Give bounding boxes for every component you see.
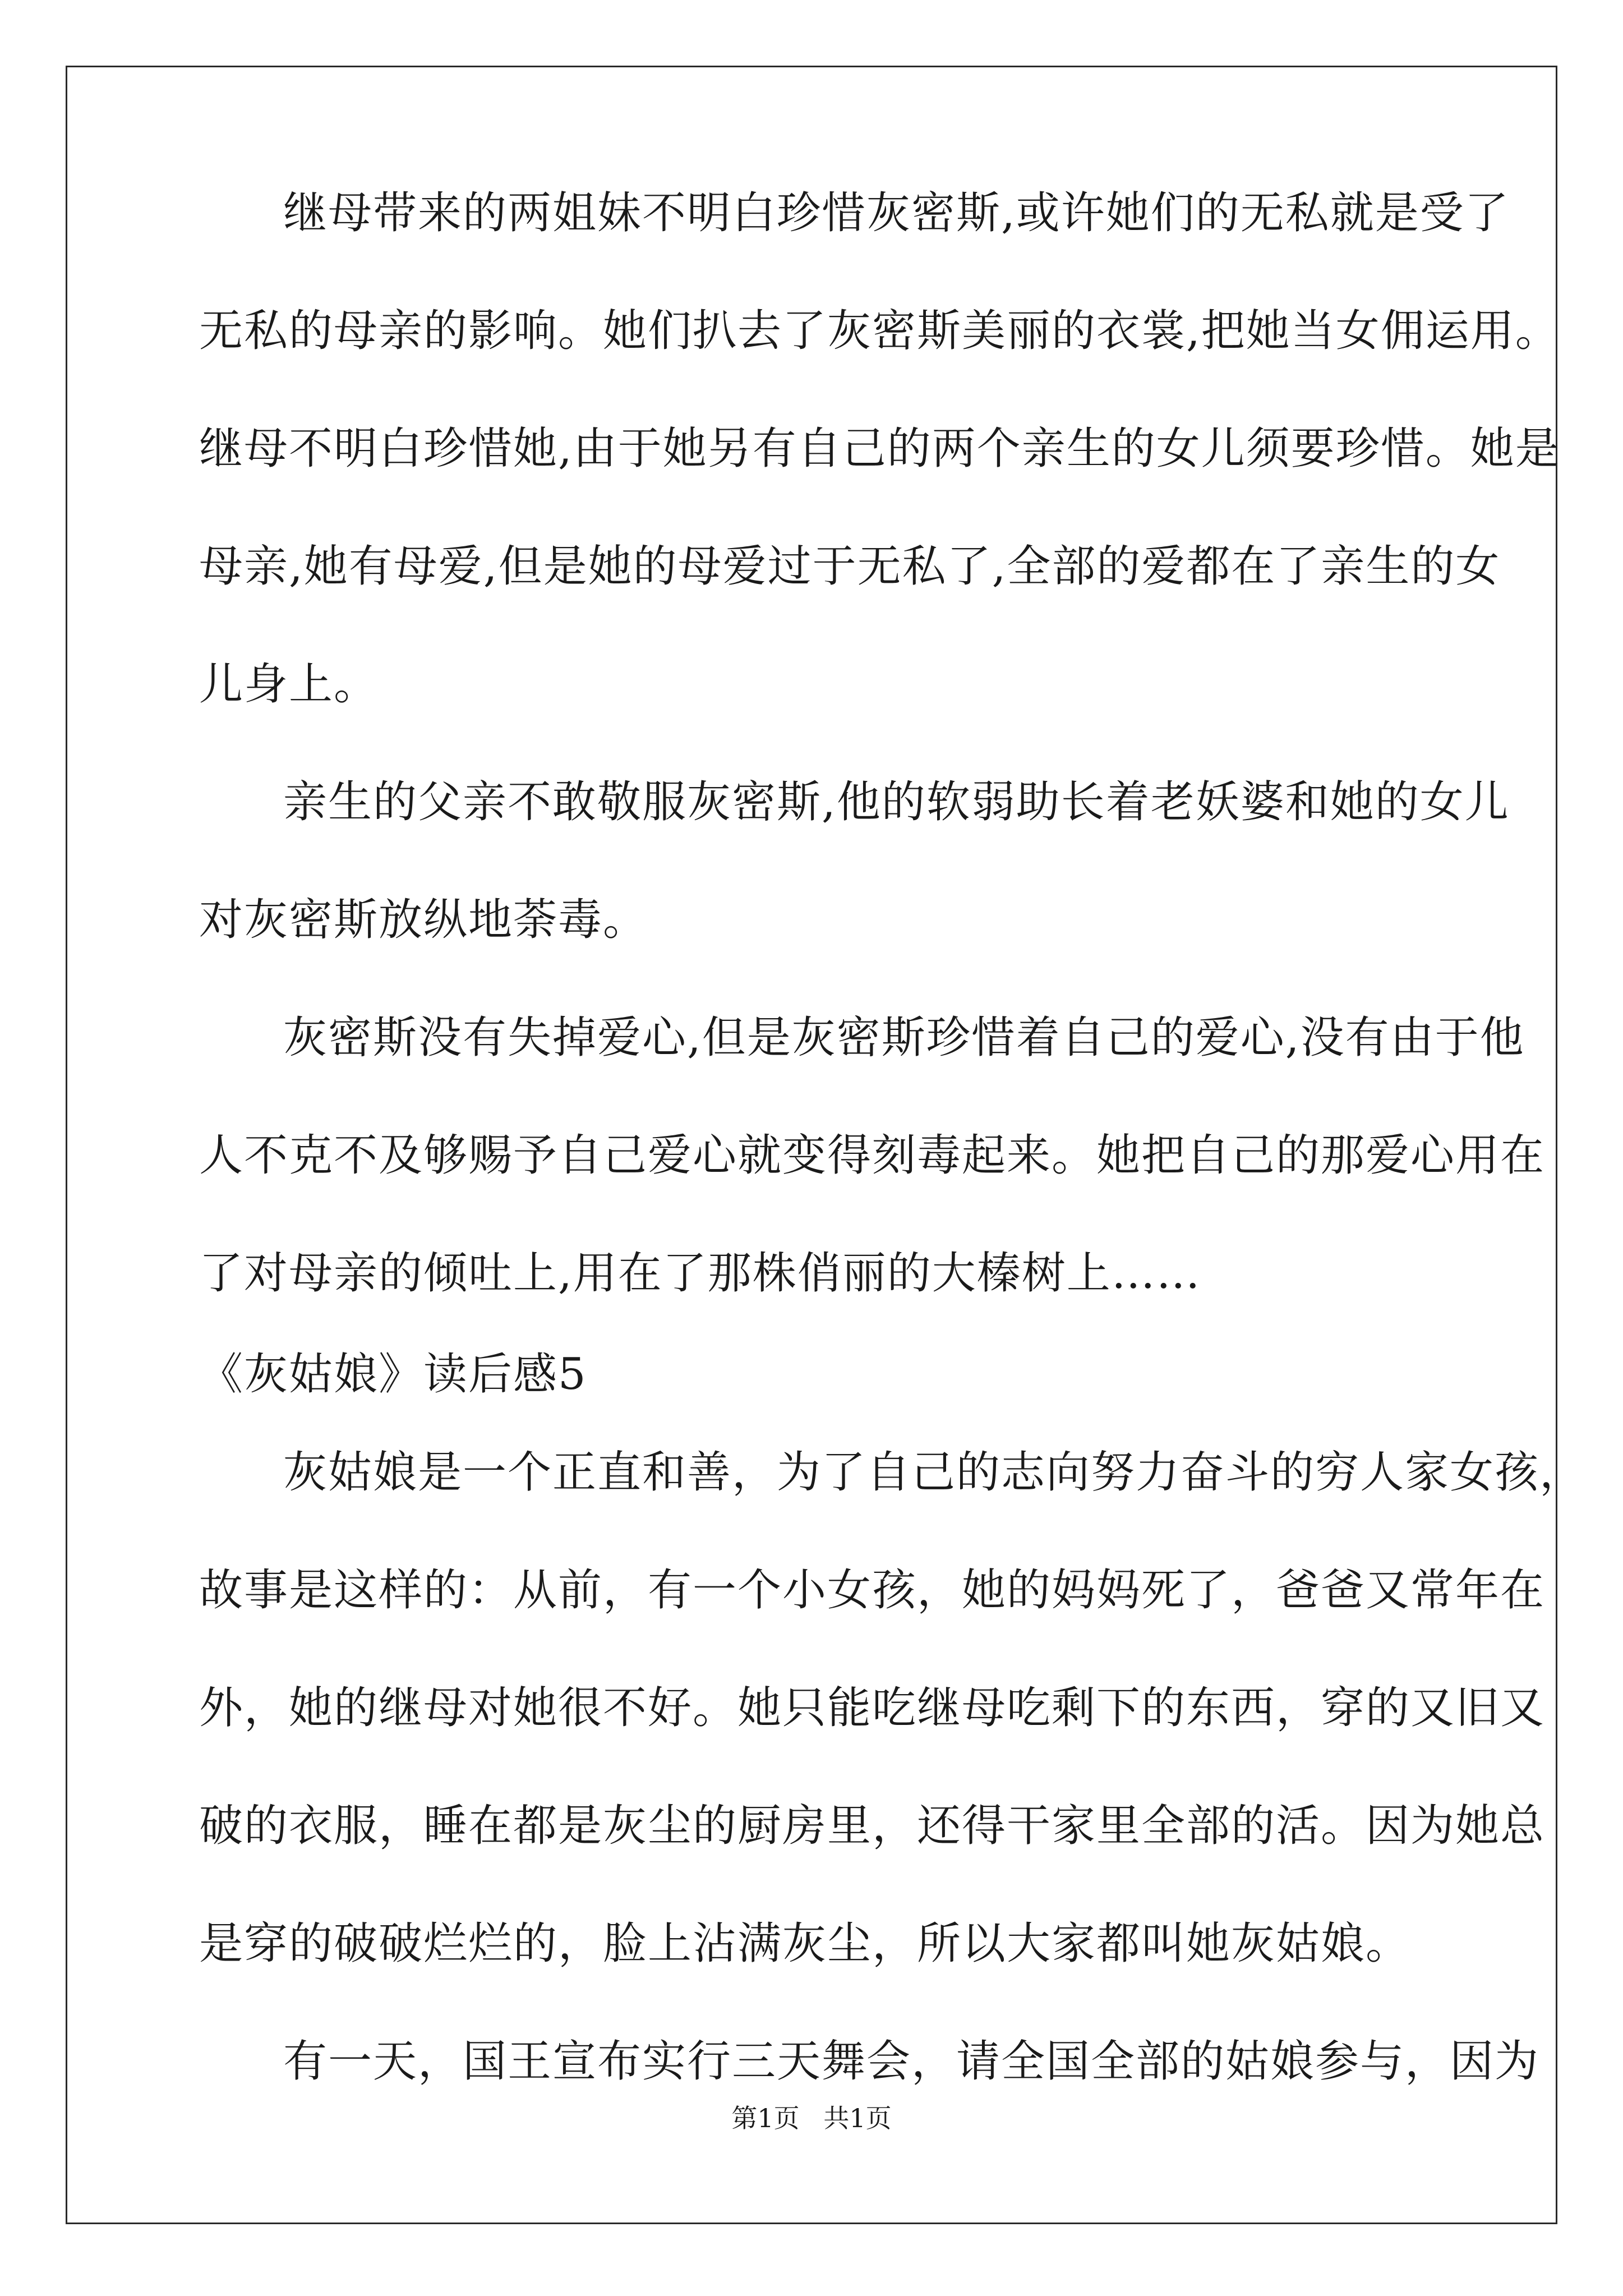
paragraph-3-line-2: 人不克不及够赐予自己爱心就变得刻毒起来。她把自己的那爱心用在 xyxy=(199,1130,1546,1181)
paragraph-3-line-3: 了对母亲的倾吐上,用在了那株俏丽的大榛树上…… xyxy=(199,1248,1201,1299)
paragraph-1-line-4: 母亲,她有母爱,但是她的母爱过于无私了,全部的爱都在了亲生的女 xyxy=(199,541,1501,592)
paragraph-1-line-2: 无私的母亲的影响。她们扒去了灰密斯美丽的衣裳,把她当女佣运用。 xyxy=(199,306,1560,356)
paragraph-4-line-3: 外，她的继母对她很不好。她只能吃继母吃剩下的东西，穿的又旧又 xyxy=(199,1683,1546,1733)
page-number-current: 第1页 xyxy=(731,2103,800,2133)
paragraph-4-line-2: 故事是这样的：从前，有一个小女孩，她的妈妈死了，爸爸又常年在 xyxy=(199,1565,1546,1616)
paragraph-1-line-3: 继母不明白珍惜她,由于她另有自己的两个亲生的女儿须要珍惜。她是 xyxy=(199,424,1560,474)
paragraph-4-line-5: 是穿的破破烂烂的，脸上沾满灰尘，所以大家都叫她灰姑娘。 xyxy=(199,1918,1411,1969)
paragraph-4-line-1: 灰姑娘是一个正直和善，为了自己的志向努力奋斗的穷人家女孩， xyxy=(283,1447,1585,1498)
paragraph-1-line-1: 继母带来的两姐妹不明白珍惜灰密斯,或许她们的无私就是受了 xyxy=(283,188,1510,238)
paragraph-3-line-1: 灰密斯没有失掉爱心,但是灰密斯珍惜着自己的爱心,没有由于他 xyxy=(283,1013,1525,1063)
paragraph-1-line-5: 儿身上。 xyxy=(199,659,379,710)
paragraph-4-line-4: 破的衣服，睡在都是灰尘的厨房里，还得干家里全部的活。因为她总 xyxy=(199,1801,1546,1851)
paragraph-2-line-1: 亲生的父亲不敢敬服灰密斯,他的软弱助长着老妖婆和她的女儿 xyxy=(283,777,1510,827)
paragraph-2-line-2: 对灰密斯放纵地荼毒。 xyxy=(199,895,648,945)
page-footer xyxy=(0,2098,1623,2135)
section-heading: 《灰姑娘》读后感5 xyxy=(199,1349,587,1400)
page-number-total: 共1页 xyxy=(823,2103,892,2133)
paragraph-5-line-1: 有一天，国王宣布实行三天舞会，请全国全部的姑娘参与，因为 xyxy=(283,2036,1540,2087)
